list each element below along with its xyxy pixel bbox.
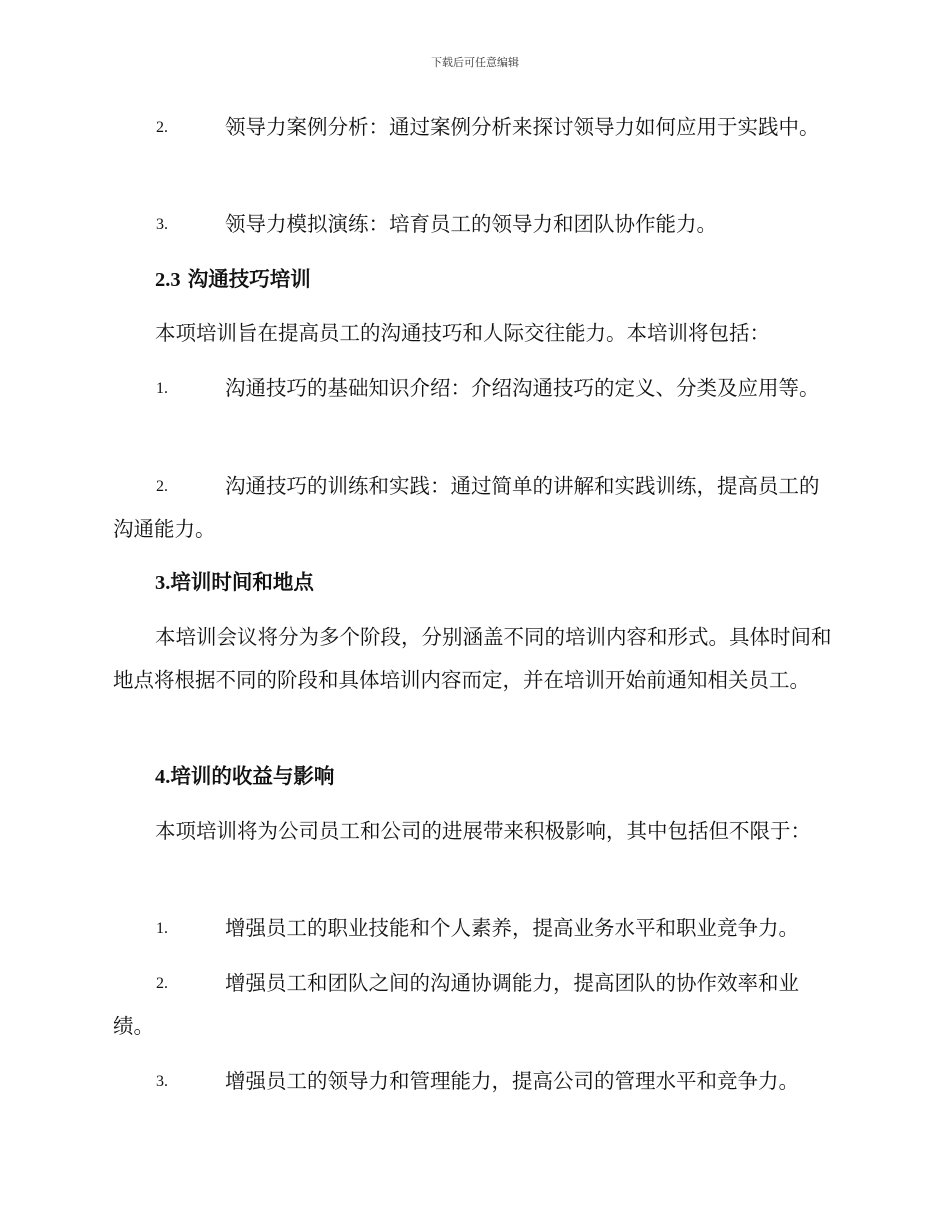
list-text: 领导力案例分析：通过案例分析来探讨领导力如何应用于实践中。 [225, 115, 820, 139]
list-number: 3. [156, 1073, 168, 1090]
list-text: 增强员工的职业技能和个人素养，提高业务水平和职业竞争力。 [225, 916, 799, 940]
heading-text: 沟通技巧培训 [187, 267, 311, 291]
heading-number: 3. [155, 572, 171, 594]
section-heading [155, 755, 880, 799]
heading-text: 培训的收益与影响 [170, 764, 335, 788]
paragraph: 本项培训旨在提高员工的沟通技巧和人际交往能力。本培训将包括： [155, 321, 770, 345]
list-text: 领导力模拟演练：培育员工的领导力和团队协作能力。 [225, 212, 717, 236]
list-item [113, 203, 838, 246]
list-item [113, 465, 838, 551]
list-number: 2. [156, 119, 168, 136]
list-item [113, 367, 838, 410]
paragraph: 本项培训将为公司员工和公司的进展带来积极影响，其中包括但不限于： [155, 819, 811, 843]
page-header-note: 下载后可任意编辑 [431, 56, 519, 69]
list-text: 增强员工的领导力和管理能力，提高公司的管理水平和竞争力。 [225, 1069, 799, 1093]
section-heading [155, 258, 880, 302]
list-number: 3. [156, 216, 168, 233]
heading-number: 4. [155, 766, 171, 788]
list-text: 沟通技巧的基础知识介绍：介绍沟通技巧的定义、分类及应用等。 [225, 376, 820, 400]
list-text: 沟通技巧的训练和实践：通过简单的讲解和实践训练，提高员工的沟通能力。 [113, 474, 820, 541]
list-item [113, 106, 838, 149]
section-heading [155, 561, 880, 605]
heading-number: 2.3 [155, 269, 181, 291]
list-number: 1. [156, 920, 168, 937]
heading-text: 培训时间和地点 [170, 570, 314, 594]
list-item [113, 907, 838, 950]
list-item [113, 962, 838, 1048]
list-number: 2. [156, 975, 168, 992]
list-number: 1. [156, 380, 168, 397]
list-item [113, 1060, 838, 1103]
list-text: 增强员工和团队之间的沟通协调能力，提高团队的协作效率和业绩。 [113, 971, 799, 1038]
paragraph: 本培训会议将分为多个阶段，分别涵盖不同的培训内容和形式。具体时间和地点将根据不同的阶段和具体培训内容而定，并在培训开始前通知相关员工。 [113, 625, 832, 692]
list-number: 2. [156, 478, 168, 495]
